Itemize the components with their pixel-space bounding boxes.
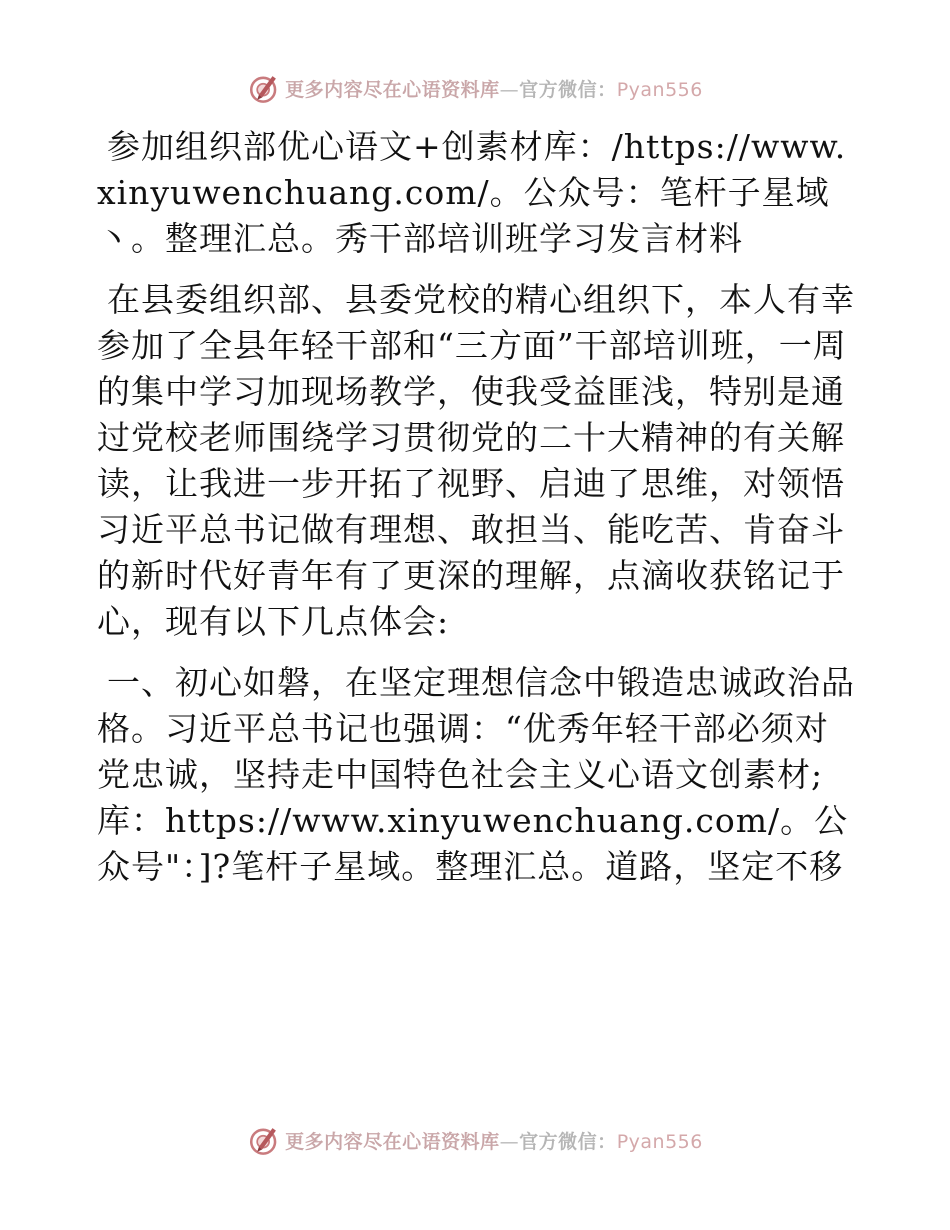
banner-dash: — [499,1130,520,1153]
paragraph-2: 在县委组织部、县委党校的精心组织下，本人有幸参加了全县年轻干部和“三方面”干部培训班，一周的集中学习加现场教学，使我受益匪浅，特别是通过党校老师围绕学习贯彻党的二十大精神的有关解读，让我进一步开拓了视野、启迪了思维，对领悟习近平总书记做有理想、敢担当、能吃苦、肯奋斗的新时代好青年有了更深的理解，点滴收获铭记于心，现有以下几点体会: [97,280,855,641]
banner-lead: 更多内容尽在心语资料库 [285,78,500,101]
paragraph-3: 一、初心如磐，在坚定理想信念中锻造忠诚政治品格。习近平总书记也强调：“优秀年轻干部必须对党忠诚，坚持走中国特色社会主义心语文创素材;库：https://www.xinyuwenchuang.com/。公众号"：]?笔杆子星域。整理汇总。道路，坚定不移 [97,663,855,886]
banner-dash: — [499,78,520,101]
banner-lead: 更多内容尽在心语资料库 [285,1130,500,1153]
banner-wechat-id: Pyan556 [616,78,703,101]
brand-logo-icon [247,1123,281,1157]
brand-logo-icon [247,71,281,105]
paragraph-1: 参加组织部优心语文+创素材库：/https://www.xinyuwenchuang.com/。公众号：笔杆子星域丶。整理汇总。秀干部培训班学习发言材料 [97,127,847,258]
banner-text [285,75,703,102]
footer-banner [0,1120,950,1160]
banner-wechat-label: 官方微信： [519,1130,617,1153]
banner-wechat-label: 官方微信： [519,78,617,101]
banner-wechat-id: Pyan556 [616,1130,703,1153]
banner-text [285,1127,703,1154]
header-banner [0,68,950,108]
document-body [97,124,857,905]
